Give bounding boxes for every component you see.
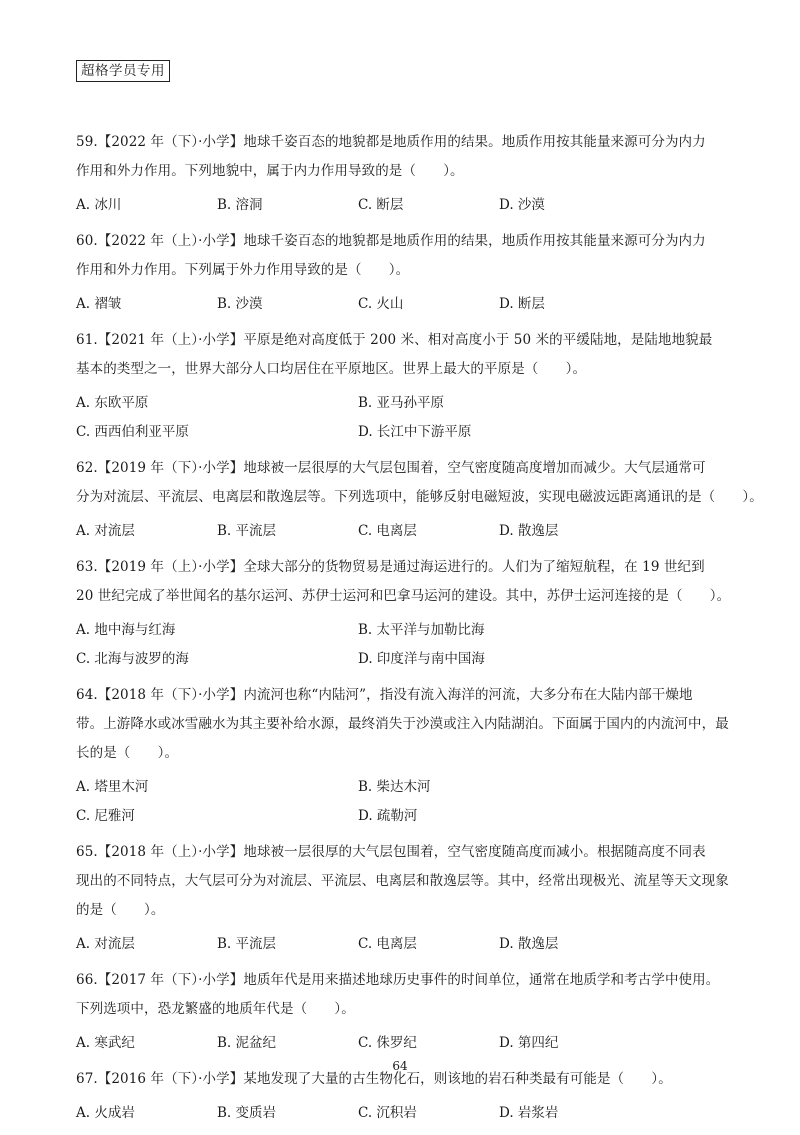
- question-stem-line: 60.【2022 年（上）·小学】地球千姿百态的地貌都是地质作用的结果，地质作用按其能量来源可分为内力: [76, 233, 706, 249]
- page-number: 64: [392, 1059, 408, 1073]
- question-stem-line: 作用和外力作用。下列地貌中，属于内力作用导致的是（ ）。: [76, 163, 464, 179]
- answer-option: B. 亚马孙平原: [358, 395, 445, 411]
- question-stem-line: 下列选项中，恐龙繁盛的地质年代是（ ）。: [76, 1001, 355, 1017]
- question-stem-line: 65.【2018 年（上）·小学】地球被一层很厚的大气层包围着，空气密度随高度而减小。根据随高度不同表: [76, 844, 706, 860]
- answer-option: D. 散逸层: [499, 936, 559, 952]
- question-stem-line: 分为对流层、平流层、电离层和散逸层等。下列选项中，能够反射电磁短波，实现电磁波远距离通讯的是（ ）。: [76, 489, 763, 505]
- question-item: [76, 681, 729, 831]
- question-stem-line: 基本的类型之一，世界大部分人口均居住在平原地区。世界上最大的平原是（ ）。: [76, 361, 587, 377]
- question-item: [76, 326, 726, 447]
- answer-option: C. 电离层: [358, 936, 417, 952]
- answer-option: A. 塔里木河: [76, 779, 149, 795]
- question-item: [76, 1065, 726, 1128]
- question-stem-line: 67.【2016 年（下）·小学】某地发现了大量的古生物化石，则该地的岩石种类最有可能是（ ）。: [76, 1071, 672, 1087]
- answer-option: C. 断层: [358, 197, 404, 213]
- answer-option: D. 岩浆岩: [499, 1105, 559, 1121]
- answer-options: [76, 389, 726, 447]
- answer-option: D. 断层: [499, 296, 545, 312]
- question-item: [76, 966, 726, 1058]
- answer-option: C. 西西伯利亚平原: [76, 424, 189, 440]
- answer-option: B. 柴达木河: [358, 779, 431, 795]
- answer-option: A. 对流层: [76, 936, 135, 952]
- question-stem-line: 现出的不同特点，大气层可分为对流层、平流层、电离层和散逸层等。其中，经常出现极光、流星等天文现象: [76, 873, 729, 889]
- answer-option: A. 寒武纪: [76, 1035, 135, 1051]
- answer-option: D. 长江中下游平原: [358, 424, 472, 440]
- answer-option: C. 沉积岩: [358, 1105, 417, 1121]
- question-stem-line: 61.【2021 年（上）·小学】平原是绝对高度低于 200 米、相对高度小于 50 米的平缓陆地，是陆地地貌最: [76, 332, 713, 348]
- answer-option: C. 火山: [358, 296, 404, 312]
- answer-option: C. 侏罗纪: [358, 1035, 417, 1051]
- answer-option: D. 散逸层: [499, 523, 559, 539]
- answer-option: A. 对流层: [76, 523, 135, 539]
- answer-option: A. 褶皱: [76, 296, 122, 312]
- question-stem-line: 66.【2017 年（下）·小学】地质年代是用来描述地球历史事件的时间单位，通常在地质学和考古学中使用。: [76, 972, 720, 988]
- question-stem-line: 59.【2022 年（下）·小学】地球千姿百态的地貌都是地质作用的结果。地质作用按其能量来源可分为内力: [76, 134, 706, 150]
- question-stem-line: 63.【2019 年（上）·小学】全球大部分的货物贸易是通过海运进行的。人们为了缩短航程，在 19 世纪到: [76, 559, 705, 575]
- question-list: [76, 128, 763, 1135]
- question-stem-line: 的是（ ）。: [76, 902, 165, 918]
- answer-option: B. 沙漠: [217, 296, 263, 312]
- answer-option: A. 火成岩: [76, 1105, 135, 1121]
- header-tag: 超格学员专用: [76, 60, 170, 82]
- answer-option: A. 冰川: [76, 197, 122, 213]
- question-item: [76, 128, 726, 220]
- answer-options: [76, 773, 726, 831]
- question-item: [76, 227, 726, 319]
- answer-option: C. 北海与波罗的海: [76, 651, 189, 667]
- question-item: [76, 553, 731, 674]
- question-item: [76, 838, 729, 959]
- question-stem-line: 20 世纪完成了举世闻名的基尔运河、苏伊士运河和巴拿马运河的建设。其中，苏伊士运河连接的是（ ）。: [76, 588, 731, 604]
- answer-option: B. 平流层: [217, 936, 277, 952]
- question-stem-line: 64.【2018 年（下）·小学】内流河也称“内陆河”，指没有流入海洋的河流，大多分布在大陆内部干燥地: [76, 687, 693, 703]
- answer-option: B. 太平洋与加勒比海: [358, 622, 485, 638]
- answer-options: [76, 1029, 726, 1058]
- question-stem-line: 62.【2019 年（下）·小学】地球被一层很厚的大气层包围着，空气密度随高度增加而减少。大气层通常可: [76, 460, 706, 476]
- question-item: [76, 454, 763, 546]
- answer-options: [76, 290, 726, 319]
- answer-option: B. 溶洞: [217, 197, 263, 213]
- answer-option: D. 第四纪: [499, 1035, 559, 1051]
- answer-option: B. 泥盆纪: [217, 1035, 277, 1051]
- answer-option: C. 电离层: [358, 523, 417, 539]
- answer-option: A. 地中海与红海: [76, 622, 176, 638]
- answer-option: C. 尼雅河: [76, 808, 135, 824]
- answer-option: D. 疏勒河: [358, 808, 418, 824]
- answer-options: [76, 517, 726, 546]
- answer-options: [76, 930, 726, 959]
- answer-options: [76, 191, 726, 220]
- answer-options: [76, 616, 726, 674]
- answer-option: A. 东欧平原: [76, 395, 149, 411]
- answer-option: D. 印度洋与南中国海: [358, 651, 485, 667]
- answer-option: B. 平流层: [217, 523, 277, 539]
- answer-option: D. 沙漠: [499, 197, 545, 213]
- answer-option: B. 变质岩: [217, 1105, 277, 1121]
- answer-options: [76, 1099, 726, 1128]
- question-stem-line: 带。上游降水或冰雪融水为其主要补给水源，最终消失于沙漠或注入内陆湖泊。下面属于国内的内流河中，最: [76, 716, 729, 732]
- question-stem-line: 长的是（ ）。: [76, 745, 179, 761]
- question-stem-line: 作用和外力作用。下列属于外力作用导致的是（ ）。: [76, 262, 410, 278]
